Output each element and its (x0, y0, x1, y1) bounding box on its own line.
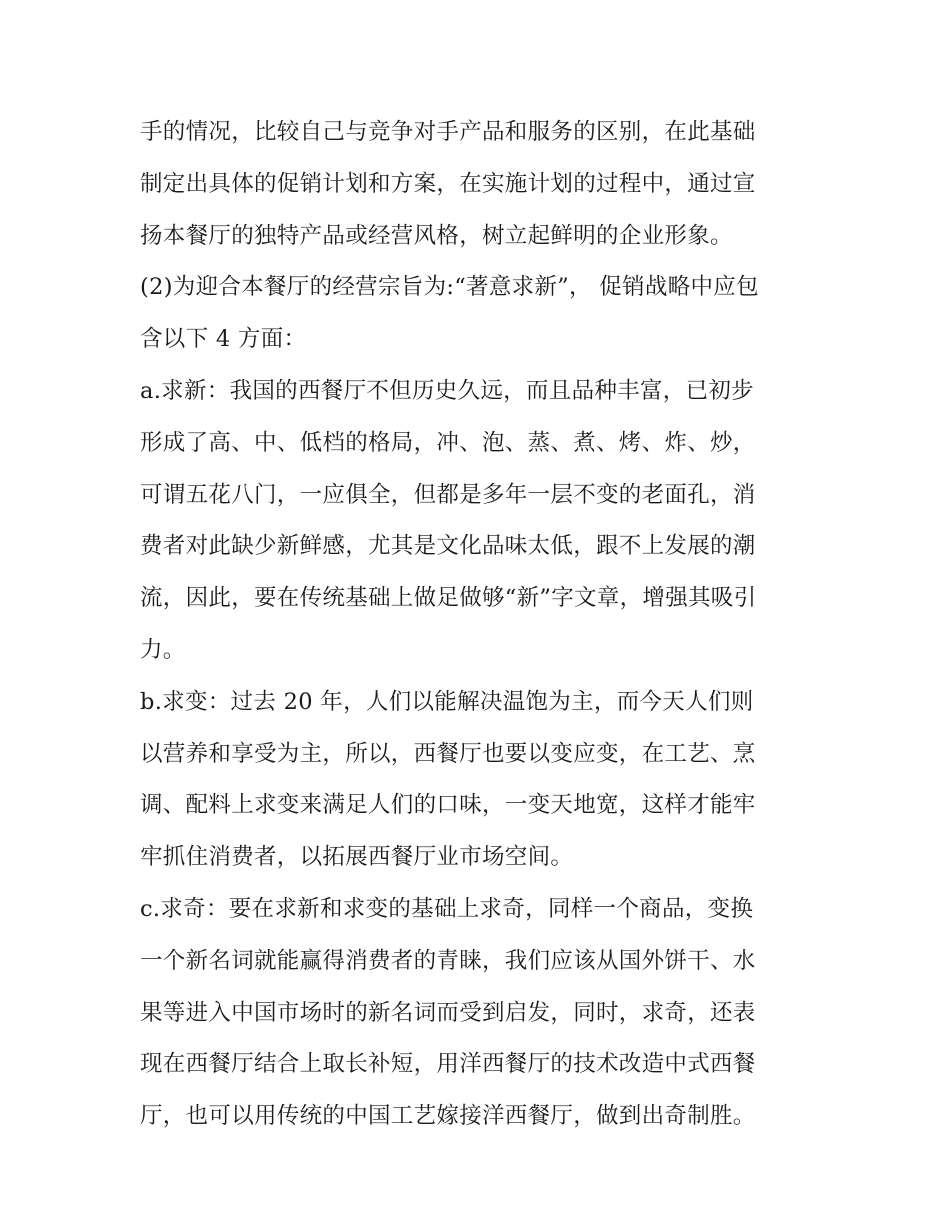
text-line: 手的情况，比较自己与竞争对手产品和服务的区别，在此基础 (140, 119, 756, 145)
text-line: 力。 (140, 636, 186, 663)
text-line: 牢抓住消费者，以拓展西餐厅业市场空间。 (140, 844, 574, 871)
text-line: 果等进入中国市场时的新名词而受到启发，同时，求奇，还表 (140, 999, 756, 1026)
text-line: 以营养和享受为主，所以，西餐厅也要以变应变，在工艺、烹 (140, 740, 756, 767)
text-line: 费者对此缺少新鲜感，尤其是文化品味太低，跟不上发展的潮 (140, 533, 756, 560)
text-line: 形成了高、中、低档的格局，冲、泡、蒸、煮、烤、炸、炒， (140, 429, 756, 456)
text-line: a.求新：我国的西餐厅不但历史久远，而且品种丰富，已初步 (140, 377, 754, 404)
text-line: 制定出具体的促销计划和方案，在实施计划的过程中，通过宣 (140, 170, 756, 197)
text-line: c.求奇：要在求新和求变的基础上求奇，同样一个商品，变换 (140, 895, 754, 922)
text-line: 调、配料上求变来满足人们的口味，一变天地宽，这样才能牢 (140, 792, 756, 819)
text-line: 流，因此，要在传统基础上做足做够“新”字文章，增强其吸引 (140, 585, 757, 612)
text-line: 一个新名词就能赢得消费者的青睐，我们应该从国外饼干、水 (140, 947, 756, 974)
text-line: b.求变：过去 20 年，人们以能解决温饱为主，而今天人们则 (140, 688, 754, 715)
body-text (140, 107, 820, 1143)
text-line: 可谓五花八门，一应俱全，但都是多年一层不变的老面孔，消 (140, 481, 756, 508)
text-line: 含以下 4 方面： (140, 326, 307, 353)
text-line: 厅，也可以用传统的中国工艺嫁接洋西餐厅，做到出奇制胜。 (140, 1103, 756, 1130)
text-line: (2)为迎合本餐厅的经营宗旨为:“著意求新”， 促销战略中应包 (140, 274, 759, 301)
text-line: 扬本餐厅的独特产品或经营风格，树立起鲜明的企业形象。 (140, 222, 733, 249)
text-line: 现在西餐厅结合上取长补短，用洋西餐厅的技术改造中式西餐 (140, 1051, 756, 1078)
